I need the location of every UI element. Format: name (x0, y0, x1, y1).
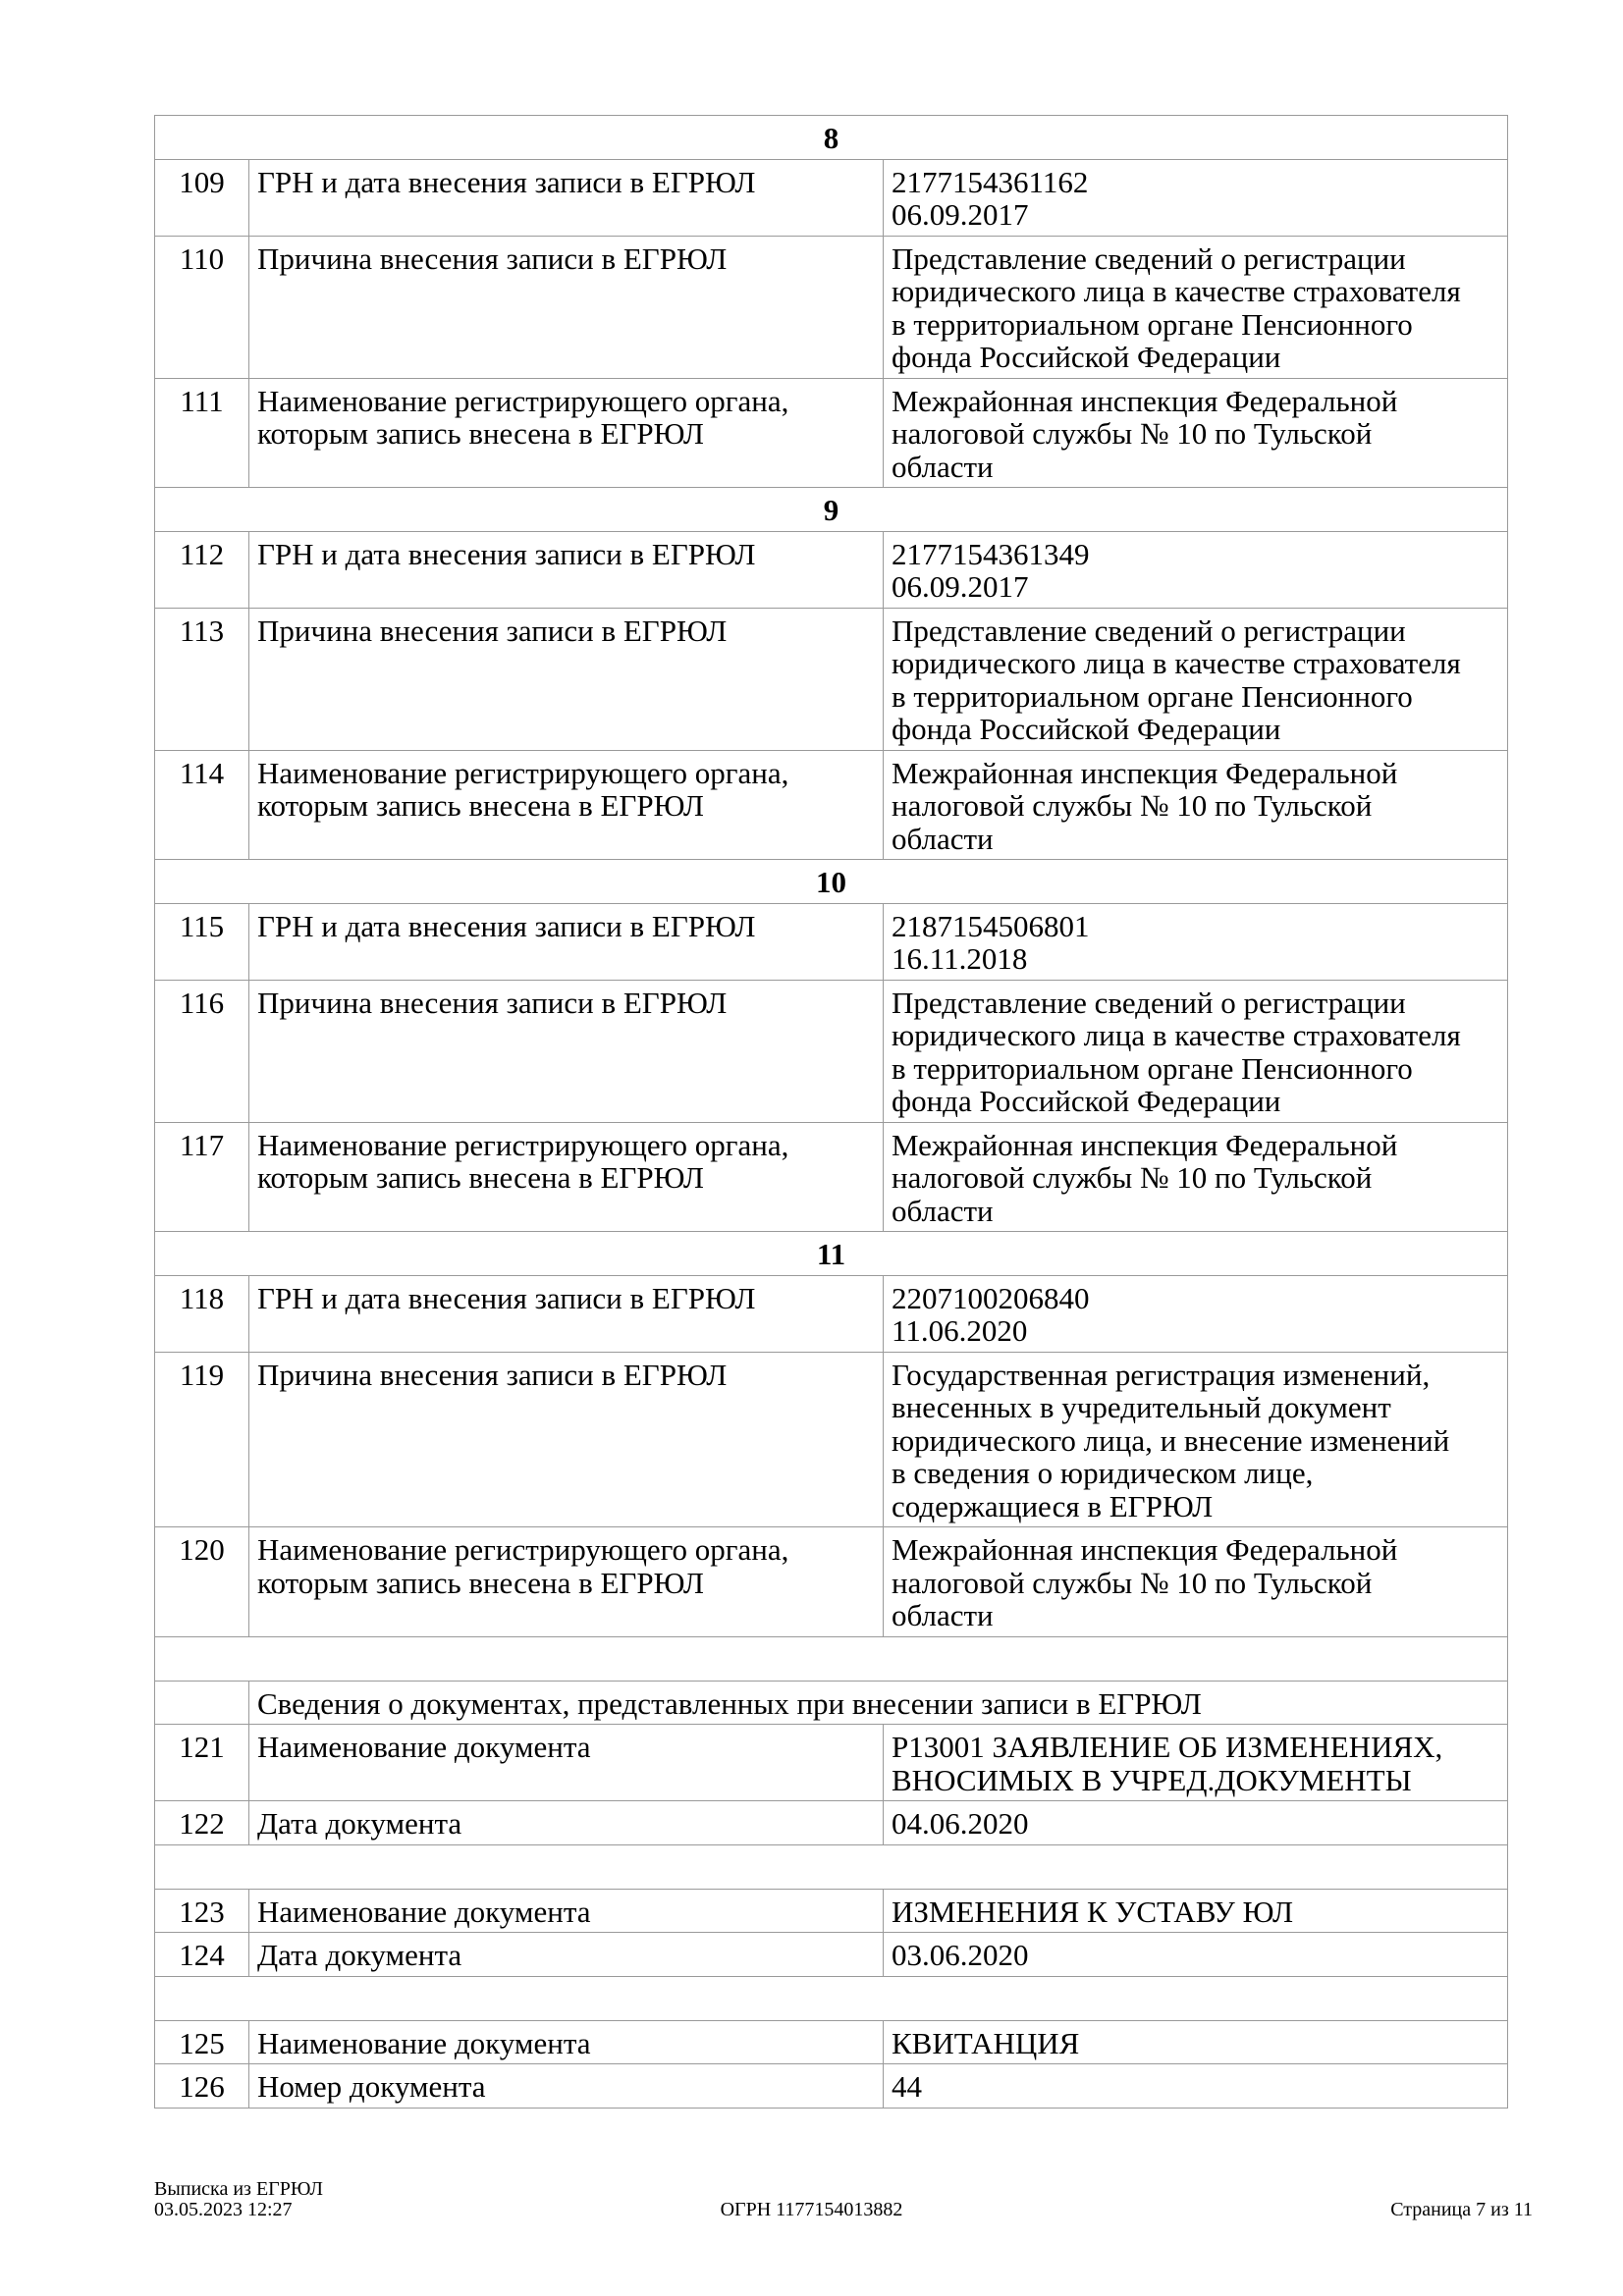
blank-cell (155, 1844, 1508, 1889)
text-line: 2177154361162 (892, 164, 1089, 199)
text-line: 2207100206840 (892, 1280, 1090, 1315)
text-line: Наименование документа (257, 1730, 591, 1764)
field-value (884, 159, 1508, 236)
text-line: ИЗМЕНЕНИЯ К УСТАВУ ЮЛ (892, 1894, 1293, 1929)
field-label (249, 1275, 884, 1352)
field-value (884, 1122, 1508, 1232)
field-value (884, 1889, 1508, 1933)
field-value (884, 608, 1508, 750)
blank-row (155, 1844, 1508, 1889)
field-label (249, 980, 884, 1122)
field-label (249, 1889, 884, 1933)
text-line: Причина внесения записи в ЕГРЮЛ (257, 1357, 728, 1392)
text-line: 16.11.2018 (892, 941, 1028, 976)
text-line: Государственная регистрация изменений, (892, 1357, 1431, 1392)
field-label (249, 531, 884, 608)
blank-row (155, 1976, 1508, 2020)
table-row (155, 1275, 1508, 1352)
text-line: Причина внесения записи в ЕГРЮЛ (257, 985, 728, 1020)
text-line: которым запись внесена в ЕГРЮЛ (257, 1565, 704, 1600)
text-line: фонда Российской Федерации (892, 1084, 1281, 1118)
text-line: Наименование регистрирующего органа, (257, 1127, 789, 1162)
field-value (884, 1352, 1508, 1527)
text-line: 03.06.2020 (892, 1938, 1029, 1972)
blank-cell (155, 1976, 1508, 2020)
row-number: 112 (155, 531, 249, 608)
row-number: 117 (155, 1122, 249, 1232)
table-row (155, 980, 1508, 1122)
table-row (155, 1527, 1508, 1637)
section-number: 9 (155, 488, 1508, 532)
row-number: 113 (155, 608, 249, 750)
text-line: 06.09.2017 (892, 569, 1029, 604)
section-row (155, 116, 1508, 160)
field-value (884, 1933, 1508, 1977)
field-label (249, 2064, 884, 2109)
table-row (155, 531, 1508, 608)
text-line: Наименование документа (257, 2025, 591, 2060)
row-number: 126 (155, 2064, 249, 2109)
text-line: в сведения о юридическом лице, (892, 1456, 1314, 1490)
footer-timestamp: 03.05.2023 12:27 (154, 2199, 293, 2220)
text-line: содержащиеся в ЕГРЮЛ (892, 1488, 1214, 1523)
table-row (155, 1801, 1508, 1845)
text-line: Причина внесения записи в ЕГРЮЛ (257, 240, 728, 276)
field-value (884, 1527, 1508, 1637)
text-line: ГРН и дата внесения записи в ЕГРЮЛ (257, 1280, 756, 1315)
field-label (249, 378, 884, 488)
table-row (155, 236, 1508, 378)
text-line: области (892, 449, 994, 484)
text-line: в территориальном органе Пенсионного (892, 306, 1413, 342)
text-line: 44 (892, 2069, 922, 2104)
text-line: ВНОСИМЫХ В УЧРЕД.ДОКУМЕНТЫ (892, 1762, 1412, 1797)
section-row (155, 860, 1508, 904)
row-number: 120 (155, 1527, 249, 1637)
section-number: 10 (155, 860, 1508, 904)
text-line: Представление сведений о регистрации (892, 613, 1406, 648)
row-number: 111 (155, 378, 249, 488)
row-number: 118 (155, 1275, 249, 1352)
field-value (884, 980, 1508, 1122)
field-label (249, 750, 884, 860)
row-number: 115 (155, 903, 249, 980)
field-label (249, 1801, 884, 1845)
field-value (884, 1801, 1508, 1845)
text-line: налоговой службы № 10 по Тульской (892, 1160, 1373, 1195)
text-line: Наименование регистрирующего органа, (257, 755, 789, 790)
row-number: 119 (155, 1352, 249, 1527)
field-value (884, 2064, 1508, 2109)
text-line: Наименование регистрирующего органа, (257, 1532, 789, 1567)
table-row (155, 378, 1508, 488)
text-line: 06.09.2017 (892, 197, 1029, 232)
table-body (155, 116, 1508, 2109)
field-label (249, 236, 884, 378)
text-line: Представление сведений о регистрации (892, 240, 1406, 276)
blank-cell (155, 1636, 1508, 1681)
subheader-text: Сведения о документах, представленных при внесении записи в ЕГРЮЛ (249, 1681, 1508, 1725)
text-line: 2187154506801 (892, 908, 1090, 943)
row-number: 123 (155, 1889, 249, 1933)
text-line: Межрайонная инспекция Федеральной (892, 755, 1398, 790)
row-number: 122 (155, 1801, 249, 1845)
text-line: области (892, 1193, 994, 1228)
table-row (155, 1933, 1508, 1977)
text-line: налоговой службы № 10 по Тульской (892, 416, 1373, 451)
table-row (155, 2064, 1508, 2109)
text-line: 11.06.2020 (892, 1313, 1028, 1348)
footer-page-number: Страница 7 из 11 (1390, 2199, 1533, 2220)
text-line: юридического лица, и внесение изменений (892, 1422, 1450, 1458)
row-number: 110 (155, 236, 249, 378)
text-line: 2177154361349 (892, 536, 1090, 571)
table-row (155, 1889, 1508, 1933)
row-number: 109 (155, 159, 249, 236)
table-row (155, 903, 1508, 980)
row-number: 125 (155, 2020, 249, 2064)
subheader-number-cell (155, 1681, 249, 1725)
table-row (155, 1725, 1508, 1801)
field-label (249, 903, 884, 980)
text-line: юридического лица в качестве страхователя (892, 274, 1461, 308)
footer-ogrn: ОГРН 1177154013882 (720, 2199, 903, 2220)
section-number: 8 (155, 116, 1508, 160)
text-line: ГРН и дата внесения записи в ЕГРЮЛ (257, 536, 756, 571)
text-line: которым запись внесена в ЕГРЮЛ (257, 416, 704, 451)
section-row (155, 488, 1508, 532)
field-value (884, 2020, 1508, 2064)
field-label (249, 2020, 884, 2064)
table-row (155, 1122, 1508, 1232)
text-line: которым запись внесена в ЕГРЮЛ (257, 788, 704, 823)
text-line: Р13001 ЗАЯВЛЕНИЕ ОБ ИЗМЕНЕНИЯХ, (892, 1730, 1443, 1764)
table-row (155, 2020, 1508, 2064)
row-number: 114 (155, 750, 249, 860)
field-label (249, 1527, 884, 1637)
section-number: 11 (155, 1232, 1508, 1276)
text-line: юридического лица в качестве страхователя (892, 1018, 1461, 1052)
field-value (884, 903, 1508, 980)
text-line: Представление сведений о регистрации (892, 985, 1406, 1020)
field-label (249, 1352, 884, 1527)
table-row (155, 1352, 1508, 1527)
field-value (884, 236, 1508, 378)
table-row (155, 750, 1508, 860)
text-line: налоговой службы № 10 по Тульской (892, 788, 1373, 823)
text-line: в территориальном органе Пенсионного (892, 1050, 1413, 1086)
text-line: Межрайонная инспекция Федеральной (892, 1532, 1398, 1567)
text-line: внесенных в учредительный документ (892, 1390, 1391, 1424)
text-line: ГРН и дата внесения записи в ЕГРЮЛ (257, 908, 756, 943)
blank-row (155, 1636, 1508, 1681)
field-value (884, 750, 1508, 860)
text-line: 04.06.2020 (892, 1806, 1029, 1841)
text-line: КВИТАНЦИЯ (892, 2025, 1080, 2060)
text-line: фонда Российской Федерации (892, 712, 1281, 746)
text-line: Причина внесения записи в ЕГРЮЛ (257, 613, 728, 648)
field-label (249, 159, 884, 236)
text-line: в территориальном органе Пенсионного (892, 678, 1413, 714)
text-line: Наименование регистрирующего органа, (257, 383, 789, 418)
text-line: которым запись внесена в ЕГРЮЛ (257, 1160, 704, 1195)
text-line: Дата документа (257, 1806, 462, 1841)
field-label (249, 1122, 884, 1232)
field-value (884, 378, 1508, 488)
text-line: области (892, 1598, 994, 1632)
field-label (249, 1725, 884, 1801)
row-number: 121 (155, 1725, 249, 1801)
text-line: юридического лица в качестве страхователя (892, 646, 1461, 680)
text-line: Дата документа (257, 1938, 462, 1972)
field-value (884, 1725, 1508, 1801)
subheader-row (155, 1681, 1508, 1725)
table-row (155, 608, 1508, 750)
egrul-records-table (154, 115, 1508, 2109)
row-number: 124 (155, 1933, 249, 1977)
section-row (155, 1232, 1508, 1276)
field-value (884, 1275, 1508, 1352)
field-value (884, 531, 1508, 608)
footer-doc-title: Выписка из ЕГРЮЛ (154, 2178, 323, 2200)
text-line: области (892, 821, 994, 856)
row-number: 116 (155, 980, 249, 1122)
text-line: налоговой службы № 10 по Тульской (892, 1565, 1373, 1600)
text-line: Межрайонная инспекция Федеральной (892, 1127, 1398, 1162)
text-line: ГРН и дата внесения записи в ЕГРЮЛ (257, 164, 756, 199)
field-label (249, 608, 884, 750)
text-line: Межрайонная инспекция Федеральной (892, 383, 1398, 418)
text-line: Наименование документа (257, 1894, 591, 1929)
text-line: Номер документа (257, 2069, 486, 2104)
table-row (155, 159, 1508, 236)
field-label (249, 1933, 884, 1977)
text-line: фонда Российской Федерации (892, 340, 1281, 374)
